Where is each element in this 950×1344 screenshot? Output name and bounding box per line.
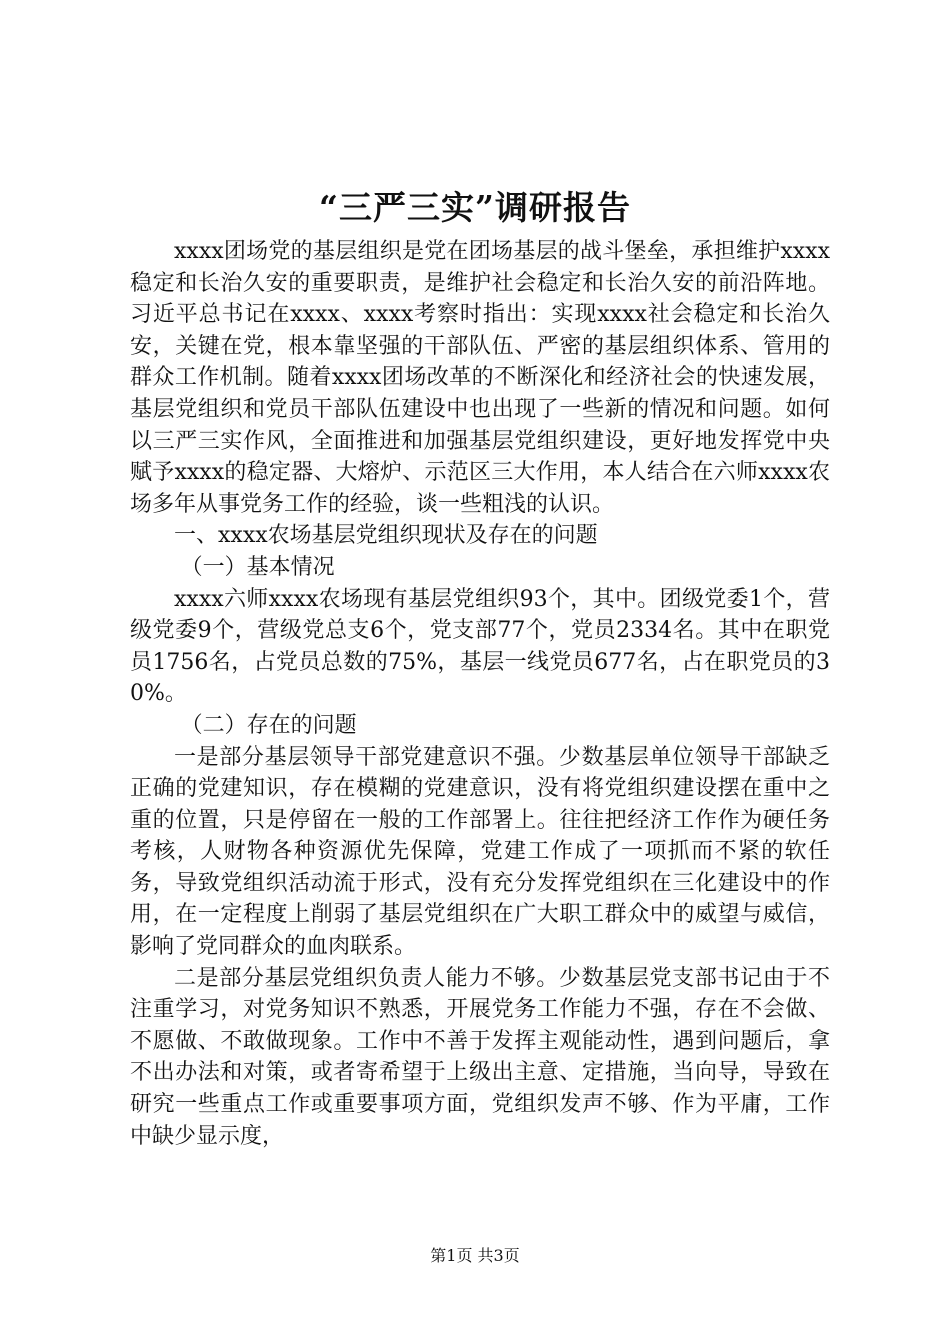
subsection-heading-problems: （二）存在的问题 [180,712,357,738]
page-footer: 第1页 共3页 [430,1246,520,1265]
intro-paragraph: xxxx团场党的基层组织是党在团场基层的战斗堡垒，承担维护xxxx稳定和长治久安的重要职责，是维护社会稳定和长治久安的前沿阵地。习近平总书记在xxxx、xxxx考察时指出：实现xxxx社会稳定和长治久安，关键在党，根本靠坚强的干部队伍、严密的基层组织体系、管用的群众工作机制。随着xxxx团场改革的不断深化和经济社会的快速发展，基层党组织和党员干部队伍建设中也出现了一些新的情况和问题。如何以三严三实作风，全面推进和加强基层党组织建设，更好地发挥党中央赋予xxxx的稳定器、大熔炉、示范区三大作用，本人结合在六师xxxx农场多年从事党务工作的经验，谈一些粗浅的认识。 [130,239,830,517]
document-title: “三严三实”调研报告 [319,188,631,227]
basic-info-paragraph: xxxx六师xxxx农场现有基层党组织93个，其中。团级党委1个，营级党委9个，营级党总支6个，党支部77个，党员2334名。其中在职党员1756名，占党员总数的75%，基层一线党员677名，占在职党员的30%。 [130,586,830,707]
document-body [130,236,830,1152]
section-heading-1: 一、xxxx农场基层党组织现状及存在的问题 [174,523,598,549]
subsection-heading-basic: （一）基本情况 [180,554,335,580]
problem-paragraph-1: 一是部分基层领导干部党建意识不强。少数基层单位领导干部缺乏正确的党建知识，存在模糊的党建意识，没有将党组织建设摆在重中之重的位置，只是停留在一般的工作部署上。往往把经济工作作为硬任务考核，人财物各种资源优先保障，党建工作成了一项抓而不紧的软任务，导致党组织活动流于形式，没有充分发挥党组织在三化建设中的作用，在一定程度上削弱了基层党组织在广大职工群众中的威望与威信，影响了党同群众的血肉联系。 [130,744,830,960]
problem-paragraph-2: 二是部分基层党组织负责人能力不够。少数基层党支部书记由于不注重学习，对党务知识不熟悉，开展党务工作能力不强，存在不会做、不愿做、不敢做现象。工作中不善于发挥主观能动性，遇到问题后，拿不出办法和对策，或者寄希望于上级出主意、定措施，当向导，导致在研究一些重点工作或重要事项方面，党组织发声不够、作为平庸，工作中缺少显示度， [130,965,830,1149]
